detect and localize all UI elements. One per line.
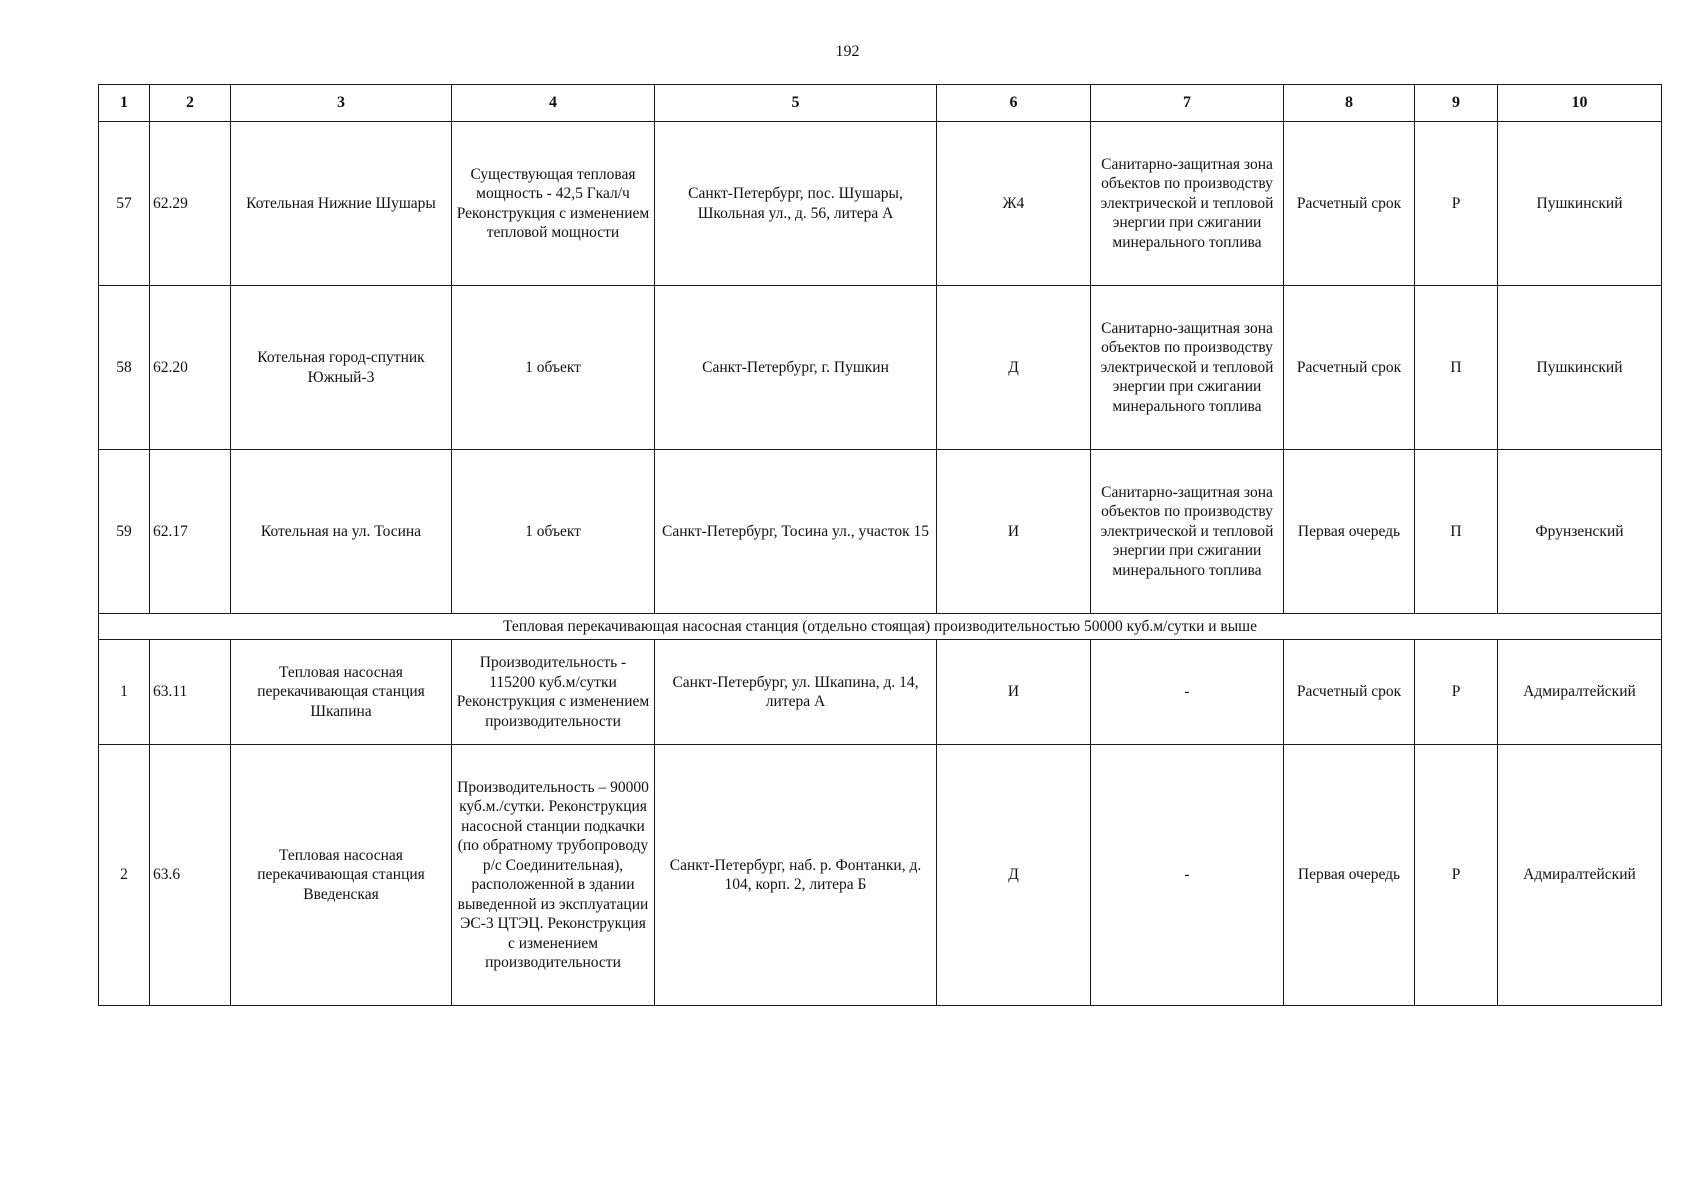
section-header-row — [99, 614, 1662, 640]
object-code: 62.29 — [150, 122, 231, 286]
table-row — [99, 122, 1662, 286]
column-header: 2 — [150, 85, 231, 122]
object-params: Существующая тепловая мощность - 42,5 Гкал/ч Реконструкция с изменением тепловой мощности — [452, 122, 655, 286]
object-restriction: Санитарно-защитная зона объектов по производству электрической и тепловой энергии при сжигании минерального топлива — [1091, 450, 1284, 614]
object-code: 62.17 — [150, 450, 231, 614]
object-status: Р — [1415, 745, 1498, 1006]
object-restriction: Санитарно-защитная зона объектов по производству электрической и тепловой энергии при сжигании минерального топлива — [1091, 286, 1284, 450]
section-title: Тепловая перекачивающая насосная станция (отдельно стоящая) производительностью 50000 куб.м/сутки и выше — [99, 614, 1662, 640]
column-header-row — [99, 85, 1662, 122]
object-term: Первая очередь — [1284, 745, 1415, 1006]
objects-table — [98, 84, 1662, 1006]
row-number: 58 — [99, 286, 150, 450]
object-zone: И — [937, 640, 1091, 745]
object-status: П — [1415, 450, 1498, 614]
object-params: 1 объект — [452, 450, 655, 614]
object-name: Тепловая насосная перекачивающая станция Шкапина — [231, 640, 452, 745]
object-zone: И — [937, 450, 1091, 614]
object-term: Расчетный срок — [1284, 640, 1415, 745]
object-name: Котельная Нижние Шушары — [231, 122, 452, 286]
object-restriction: - — [1091, 640, 1284, 745]
table-row — [99, 640, 1662, 745]
object-code: 63.6 — [150, 745, 231, 1006]
column-header: 9 — [1415, 85, 1498, 122]
column-header: 4 — [452, 85, 655, 122]
object-name: Котельная город-спутник Южный-3 — [231, 286, 452, 450]
object-status: П — [1415, 286, 1498, 450]
object-zone: Ж4 — [937, 122, 1091, 286]
object-zone: Д — [937, 286, 1091, 450]
object-restriction: - — [1091, 745, 1284, 1006]
column-header: 10 — [1498, 85, 1662, 122]
object-name: Котельная на ул. Тосина — [231, 450, 452, 614]
row-number: 59 — [99, 450, 150, 614]
row-number: 57 — [99, 122, 150, 286]
object-params: 1 объект — [452, 286, 655, 450]
column-header: 5 — [655, 85, 937, 122]
object-name: Тепловая насосная перекачивающая станция Введенская — [231, 745, 452, 1006]
object-params: Производительность – 90000 куб.м./сутки. Реконструкция насосной станции подкачки (по обратному трубопроводу р/с Соединительная), расположенной в здании выведенной из эксплуатации ЭС-3 ЦТЭЦ. Реконструкция с изменением производительности — [452, 745, 655, 1006]
object-zone: Д — [937, 745, 1091, 1006]
object-status: Р — [1415, 640, 1498, 745]
object-district: Пушкинский — [1498, 286, 1662, 450]
page-number: 192 — [835, 43, 860, 60]
object-params: Производительность - 115200 куб.м/сутки Реконструкция с изменением производительности — [452, 640, 655, 745]
object-address: Санкт-Петербург, г. Пушкин — [655, 286, 937, 450]
object-code: 62.20 — [150, 286, 231, 450]
object-restriction: Санитарно-защитная зона объектов по производству электрической и тепловой энергии при сжигании минерального топлива — [1091, 122, 1284, 286]
object-district: Пушкинский — [1498, 122, 1662, 286]
column-header: 6 — [937, 85, 1091, 122]
object-address: Санкт-Петербург, пос. Шушары, Школьная ул., д. 56, литера А — [655, 122, 937, 286]
table-row — [99, 745, 1662, 1006]
column-header: 8 — [1284, 85, 1415, 122]
object-address: Санкт-Петербург, ул. Шкапина, д. 14, литера А — [655, 640, 937, 745]
object-address: Санкт-Петербург, наб. р. Фонтанки, д. 104, корп. 2, литера Б — [655, 745, 937, 1006]
object-term: Расчетный срок — [1284, 286, 1415, 450]
object-term: Первая очередь — [1284, 450, 1415, 614]
object-code: 63.11 — [150, 640, 231, 745]
object-district: Адмиралтейский — [1498, 745, 1662, 1006]
object-term: Расчетный срок — [1284, 122, 1415, 286]
table-row — [99, 450, 1662, 614]
object-status: Р — [1415, 122, 1498, 286]
object-district: Фрунзенский — [1498, 450, 1662, 614]
column-header: 1 — [99, 85, 150, 122]
object-address: Санкт-Петербург, Тосина ул., участок 15 — [655, 450, 937, 614]
row-number: 1 — [99, 640, 150, 745]
object-district: Адмиралтейский — [1498, 640, 1662, 745]
table-row — [99, 286, 1662, 450]
row-number: 2 — [99, 745, 150, 1006]
column-header: 7 — [1091, 85, 1284, 122]
column-header: 3 — [231, 85, 452, 122]
